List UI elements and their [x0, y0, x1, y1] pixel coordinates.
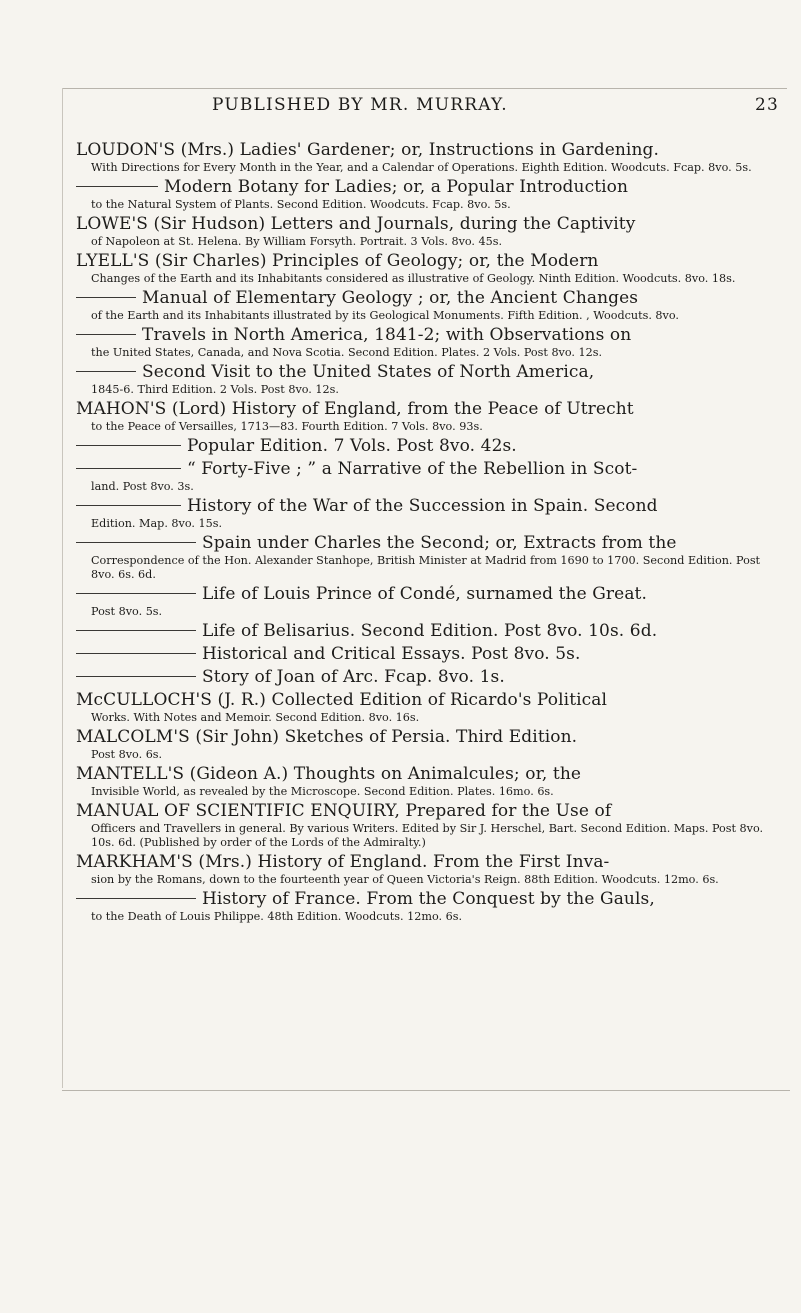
entry-mahon-history	[76, 399, 780, 434]
entry-details: to the Natural System of Plants. Second Edition. Woodcuts. Fcap. 8vo. 5s.	[91, 198, 511, 211]
running-head	[62, 95, 787, 125]
ditto-dash	[76, 653, 196, 654]
entry-heading: MANTELL'S (Gideon A.) Thoughts on Animalcules; or, the	[76, 764, 582, 784]
entry-details: Correspondence of the Hon. Alexander Stanhope, British Minister at Madrid from 1690 to 1700. Second Edition. Post 8vo. 6s. 6d.	[91, 554, 761, 581]
ditto-dash	[76, 371, 136, 372]
entry-details: Edition. Map. 8vo. 15s.	[91, 517, 223, 530]
entry-heading: “ Forty-Five ; ” a Narrative of the Rebellion in Scot-	[187, 459, 638, 479]
running-head-title: PUBLISHED BY MR. MURRAY.	[212, 95, 508, 115]
entry-malcolm	[76, 727, 780, 762]
entry-heading: Story of Joan of Arc. Fcap. 8vo. 1s.	[202, 667, 505, 687]
entry-heading: MANUAL OF SCIENTIFIC ENQUIRY, Prepared for the Use of	[76, 801, 612, 821]
ditto-dash	[76, 186, 158, 187]
entry-heading: MAHON'S (Lord) History of England, from the Peace of Utrecht	[76, 399, 634, 419]
entry-heading: McCULLOCH'S (J. R.) Collected Edition of Ricardo's Political	[76, 690, 608, 710]
entry-lyell-manual	[76, 288, 780, 323]
ditto-dash	[76, 898, 196, 899]
entry-lyell-second-visit	[76, 362, 780, 397]
entry-mahon-forty-five	[76, 459, 780, 494]
entry-heading: Spain under Charles the Second; or, Extracts from the	[202, 533, 677, 553]
entry-lyell-travels	[76, 325, 780, 360]
entry-heading: Life of Belisarius. Second Edition. Post 8vo. 10s. 6d.	[202, 621, 658, 641]
entry-details: to the Peace of Versailles, 1713—83. Fourth Edition. 7 Vols. 8vo. 93s.	[91, 420, 483, 433]
entry-markham-france	[76, 889, 780, 924]
entry-details: Invisible World, as revealed by the Microscope. Second Edition. Plates. 16mo. 6s.	[91, 785, 554, 798]
entry-markham-england	[76, 852, 780, 887]
entry-heading: Popular Edition. 7 Vols. Post 8vo. 42s.	[187, 436, 517, 456]
entry-heading: LOUDON'S (Mrs.) Ladies' Gardener; or, Instructions in Gardening.	[76, 140, 659, 160]
entry-details: Works. With Notes and Memoir. Second Edition. 8vo. 16s.	[91, 711, 420, 724]
ditto-dash	[76, 676, 196, 677]
entry-details: of Napoleon at St. Helena. By William Forsyth. Portrait. 3 Vols. 8vo. 45s.	[91, 235, 503, 248]
entry-heading: LYELL'S (Sir Charles) Principles of Geology; or, the Modern	[76, 251, 599, 271]
top-rule	[62, 88, 787, 89]
ditto-dash	[76, 542, 196, 543]
entry-heading: History of the War of the Succession in Spain. Second	[187, 496, 658, 516]
entry-heading: Second Visit to the United States of North America,	[142, 362, 595, 382]
entry-details: the United States, Canada, and Nova Scotia. Second Edition. Plates. 2 Vols. Post 8vo. 12s.	[91, 346, 603, 359]
entry-mahon-belisarius	[76, 621, 780, 642]
entry-details: With Directions for Every Month in the Year, and a Calendar of Operations. Eighth Edition. Woodcuts. Fcap. 8vo. 5s.	[91, 161, 752, 174]
entry-details: 1845-6. Third Edition. 2 Vols. Post 8vo. 12s.	[91, 383, 339, 396]
ditto-dash	[76, 630, 196, 631]
bottom-rule	[62, 1090, 790, 1091]
entry-heading: History of France. From the Conquest by the Gauls,	[202, 889, 655, 909]
entry-details: of the Earth and its Inhabitants illustrated by its Geological Monuments. Fifth Edition. , Woodcuts. 8vo.	[91, 309, 679, 322]
entry-mahon-joan	[76, 667, 780, 688]
entry-mahon-popular	[76, 436, 780, 457]
left-rule	[62, 88, 63, 1088]
entry-details: land. Post 8vo. 3s.	[91, 480, 194, 493]
ditto-dash	[76, 445, 181, 446]
ditto-dash	[76, 297, 136, 298]
entry-details: Changes of the Earth and its Inhabitants considered as illustrative of Geology. Ninth Edition. Woodcuts. 8vo. 18s.	[91, 272, 736, 285]
entry-loudon-gardener	[76, 140, 780, 175]
entry-heading: MALCOLM'S (Sir John) Sketches of Persia. Third Edition.	[76, 727, 578, 747]
entry-heading: Modern Botany for Ladies; or, a Popular Introduction	[164, 177, 629, 197]
entry-details: Post 8vo. 6s.	[91, 748, 163, 761]
entry-heading: LOWE'S (Sir Hudson) Letters and Journals, during the Captivity	[76, 214, 636, 234]
entry-mahon-essays	[76, 644, 780, 665]
entry-heading: Life of Louis Prince of Condé, surnamed the Great.	[202, 584, 647, 604]
entry-details: to the Death of Louis Philippe. 48th Edition. Woodcuts. 12mo. 6s.	[91, 910, 463, 923]
entry-mahon-succession	[76, 496, 780, 531]
entry-details: sion by the Romans, down to the fourteenth year of Queen Victoria's Reign. 88th Edition. Woodcuts. 12mo. 6s.	[91, 873, 719, 886]
entry-heading: Travels in North America, 1841-2; with Observations on	[142, 325, 632, 345]
entry-loudon-botany	[76, 177, 780, 212]
entry-manual-scientific	[76, 801, 780, 850]
entry-mahon-conde	[76, 584, 780, 619]
entry-mahon-spain	[76, 533, 780, 582]
ditto-dash	[76, 505, 181, 506]
entry-details: Officers and Travellers in general. By various Writers. Edited by Sir J. Herschel, Bart. Second Edition. Maps. Post 8vo. 10s. 6d. (Published by order of the Lords of the Admiralty.)	[91, 822, 764, 849]
entry-lyell-principles	[76, 251, 780, 286]
page-number: 23	[754, 95, 779, 115]
ditto-dash	[76, 593, 196, 594]
entry-mantell	[76, 764, 780, 799]
entry-heading: Historical and Critical Essays. Post 8vo. 5s.	[202, 644, 581, 664]
catalogue-list	[76, 140, 780, 926]
entry-lowe	[76, 214, 780, 249]
ditto-dash	[76, 468, 181, 469]
entry-details: Post 8vo. 5s.	[91, 605, 163, 618]
entry-heading: MARKHAM'S (Mrs.) History of England. From the First Inva-	[76, 852, 610, 872]
entry-mcculloch	[76, 690, 780, 725]
ditto-dash	[76, 334, 136, 335]
entry-heading: Manual of Elementary Geology ; or, the Ancient Changes	[142, 288, 639, 308]
